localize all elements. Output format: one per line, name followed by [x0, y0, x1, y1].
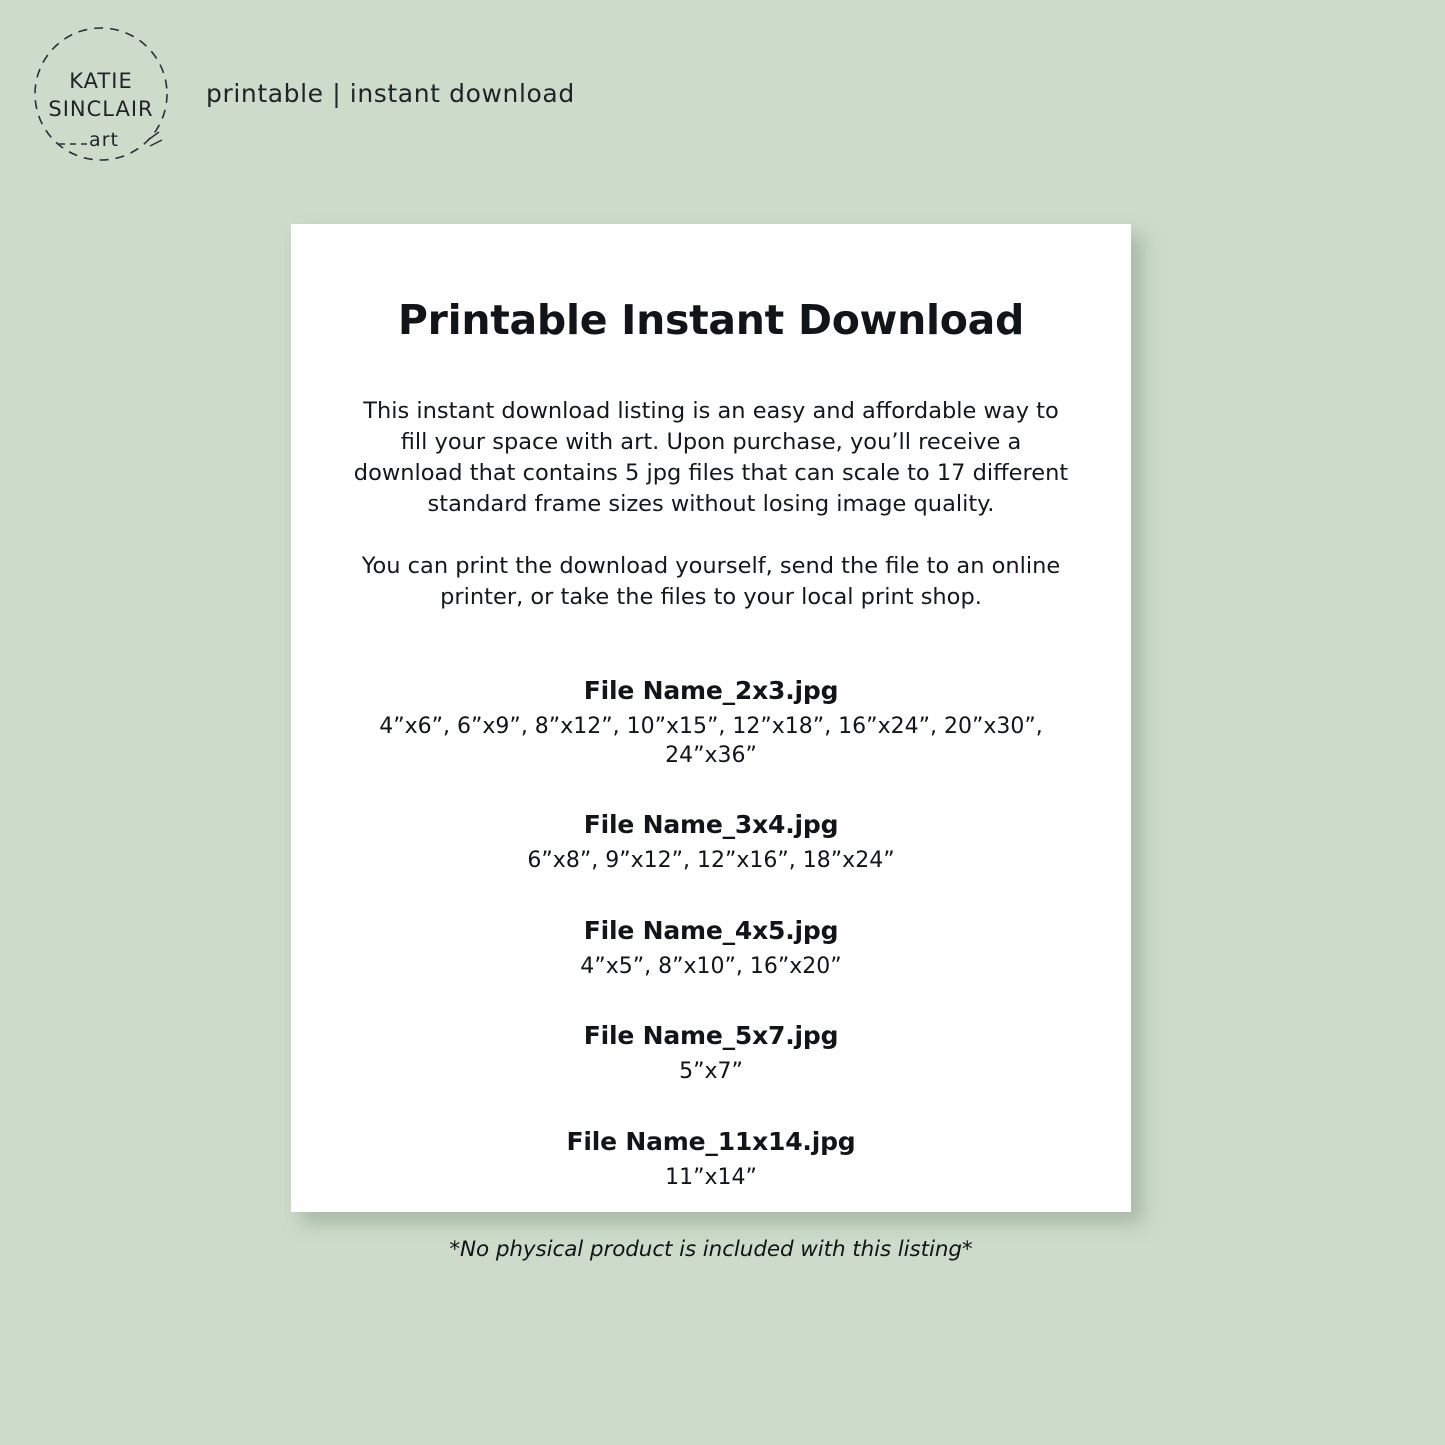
file-list — [353, 676, 1069, 1193]
brand-header — [26, 22, 575, 172]
list-item — [353, 916, 1069, 982]
printable-info-card — [291, 224, 1131, 1262]
logo-text-sinclair: SINCLAIR — [48, 97, 154, 121]
file-sizes: 5”x7” — [679, 1059, 743, 1085]
printing-paragraph: You can print the download yourself, send the file to an online printer, or take the files to your local print shop. — [361, 553, 1061, 611]
file-name: File Name_3x4.jpg — [583, 810, 839, 840]
logo-circle-icon — [26, 22, 176, 172]
logo-text-art: art — [89, 129, 119, 151]
file-sizes: 4”x6”, 6”x9”, 8”x12”, 10”x15”, 12”x18”, 16”x24”, 20”x30”, 24”x36” — [379, 713, 1043, 768]
logo-text-katie: KATIE — [69, 69, 133, 93]
list-item — [353, 676, 1069, 770]
brand-logo-stamp — [26, 22, 176, 172]
brand-tagline: printable | instant download — [206, 78, 575, 108]
file-name: File Name_2x3.jpg — [583, 675, 839, 705]
file-name: File Name_4x5.jpg — [583, 915, 839, 945]
list-item — [353, 1127, 1069, 1193]
list-item — [353, 1021, 1069, 1087]
file-name: File Name_11x14.jpg — [566, 1126, 856, 1156]
file-sizes: 4”x5”, 8”x10”, 16”x20” — [580, 953, 842, 979]
intro-paragraph: This instant download listing is an easy and affordable way to fill your space with art. Upon purchase, you’ll receive a download that contains 5 jpg files that can scale to 17 different standard frame sizes without losing image quality. — [353, 398, 1069, 517]
page-title: Printable Instant Download — [397, 296, 1025, 344]
file-sizes: 11”x14” — [665, 1164, 757, 1190]
file-sizes: 6”x8”, 9”x12”, 12”x16”, 18”x24” — [527, 848, 895, 874]
disclaimer-text: *No physical product is included with this listing* — [449, 1236, 973, 1262]
file-name: File Name_5x7.jpg — [583, 1021, 839, 1051]
list-item — [353, 810, 1069, 876]
